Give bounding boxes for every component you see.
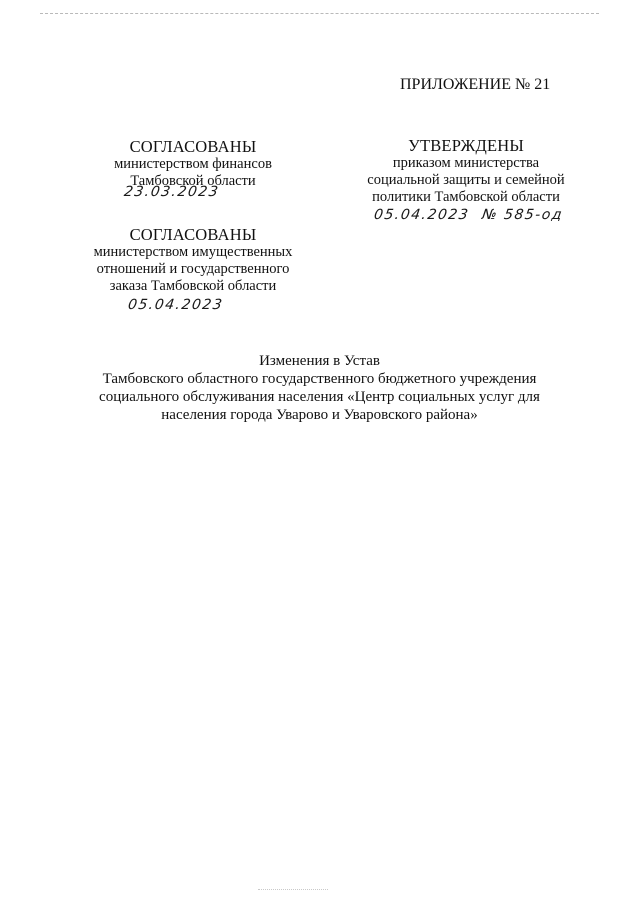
approved-handwritten-number: № 585-од (480, 207, 565, 223)
approval-finance-line-1: министерством финансов (114, 156, 272, 172)
approval-property-line-2: отношений и государственного (96, 261, 290, 277)
approved-block (355, 136, 577, 206)
document-title-line-4: населения города Уварово и Уваровского района» (161, 407, 478, 423)
document-title-line-2: Тамбовского областного государственного бюджетного учреждения (102, 371, 537, 387)
approval-property-line-3: заказа Тамбовской области (109, 278, 277, 294)
document-title-line-1: Изменения в Устав (259, 353, 380, 369)
approval-property-line-1: министерством имущественных (93, 244, 293, 260)
approval-finance-heading: СОГЛАСОВАНЫ (129, 137, 257, 156)
approved-line-2: социальной защиты и семейной (367, 172, 565, 188)
approval-property-block (86, 225, 300, 295)
appendix-label: ПРИЛОЖЕНИЕ № 21 (400, 76, 551, 93)
approval-finance-block (108, 137, 278, 190)
approval-property-handwritten-date: 05.04.2023 (126, 297, 225, 313)
approved-handwritten-date: 05.04.2023 (372, 207, 471, 223)
approval-finance-line-2: Тамбовской области (130, 173, 256, 189)
approved-line-3: политики Тамбовской области (372, 189, 560, 205)
document-title-line-3: социального обслуживания населения «Центр социальных услуг для (99, 389, 540, 405)
approval-finance-handwritten-date: 23.03.2023 (122, 184, 221, 200)
scan-edge-top (40, 13, 599, 14)
approved-line-1: приказом министерства (392, 155, 540, 171)
approval-property-heading: СОГЛАСОВАНЫ (129, 225, 257, 244)
approved-heading: УТВЕРЖДЕНЫ (408, 136, 524, 155)
scan-edge-bottom (258, 889, 328, 890)
document-title (60, 352, 579, 424)
